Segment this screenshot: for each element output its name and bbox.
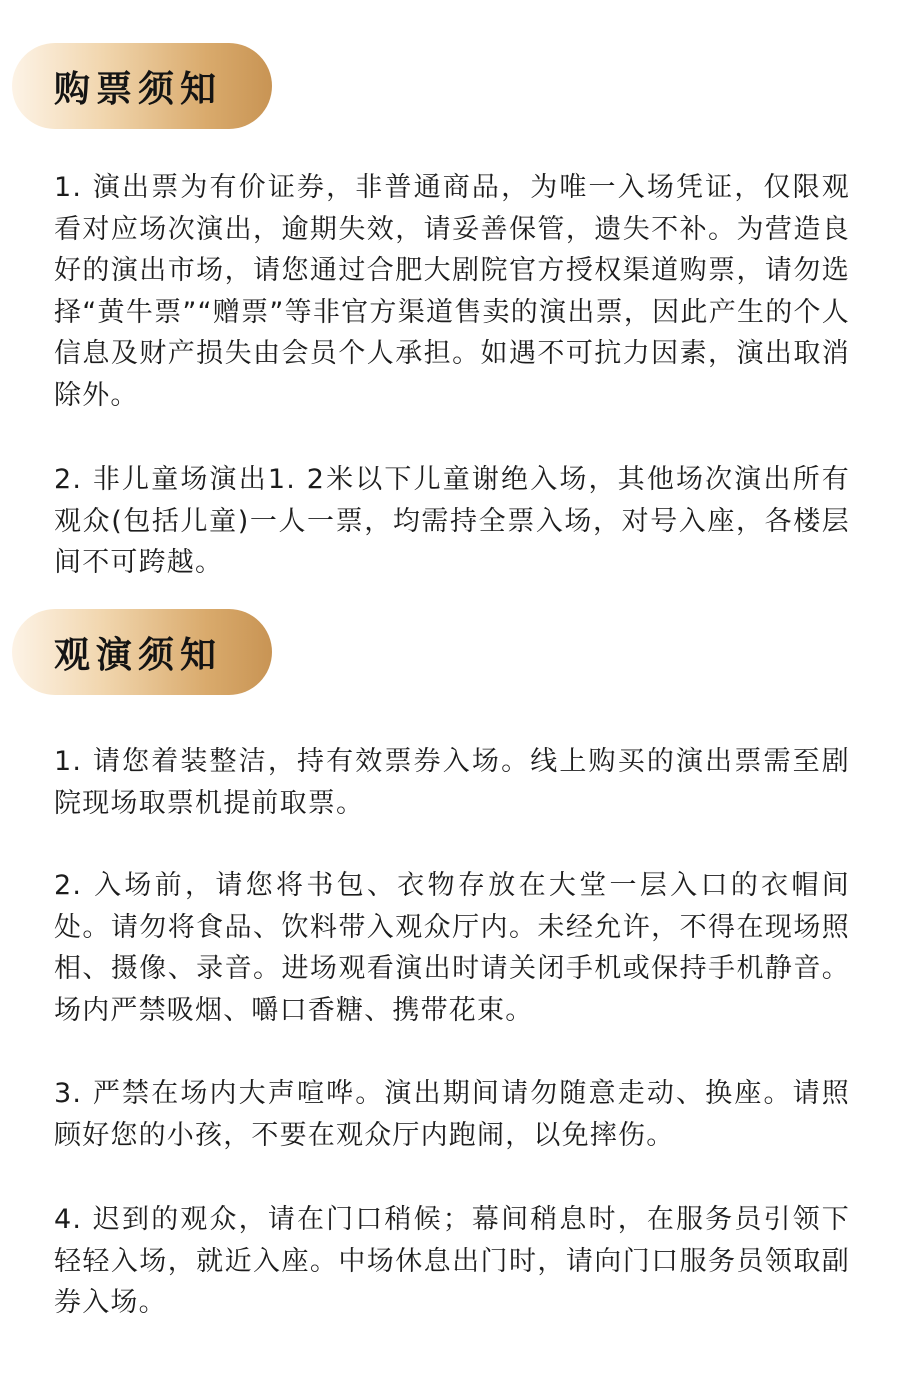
ticket-notice-paragraph-1: 1. 演出票为有价证券，非普通商品，为唯一入场凭证，仅限观看对应场次演出，逾期失效，请妥善保管，遗失不补。为营造良好的演出市场，请您通过合肥大剧院官方授权渠道购票，请勿选择“黄牛票”“赠票”等非官方渠道售卖的演出票，因此产生的个人信息及财产损失由会员个人承担。如遇不可抗力因素，演出取消除外。 bbox=[54, 172, 850, 411]
section-title: 观演须知 bbox=[54, 634, 223, 676]
ticket-notice-paragraph-2: 2. 非儿童场演出1. 2米以下儿童谢绝入场，其他场次演出所有观众(包括儿童)一人一票，均需持全票入场，对号入座，各楼层间不可跨越。 bbox=[54, 464, 850, 578]
section-header-viewing-notice bbox=[12, 609, 272, 695]
viewing-notice-paragraph-1: 1. 请您着装整洁，持有效票券入场。线上购买的演出票需至剧院现场取票机提前取票。 bbox=[54, 746, 850, 819]
viewing-notice-paragraph-4: 4. 迟到的观众，请在门口稍候；幕间稍息时，在服务员引领下轻轻入场，就近入座。中场休息出门时，请向门口服务员领取副券入场。 bbox=[54, 1204, 850, 1318]
section-title: 购票须知 bbox=[54, 68, 223, 110]
viewing-notice-paragraph-3: 3. 严禁在场内大声喧哗。演出期间请勿随意走动、换座。请照顾好您的小孩，不要在观众厅内跑闹，以免摔伤。 bbox=[54, 1078, 850, 1151]
viewing-notice-paragraph-2: 2. 入场前，请您将书包、衣物存放在大堂一层入口的衣帽间处。请勿将食品、饮料带入观众厅内。未经允许，不得在现场照相、摄像、录音。进场观看演出时请关闭手机或保持手机静音。场内严禁吸烟、嚼口香糖、携带花束。 bbox=[54, 870, 850, 1026]
section-header-ticket-purchase bbox=[12, 43, 272, 129]
